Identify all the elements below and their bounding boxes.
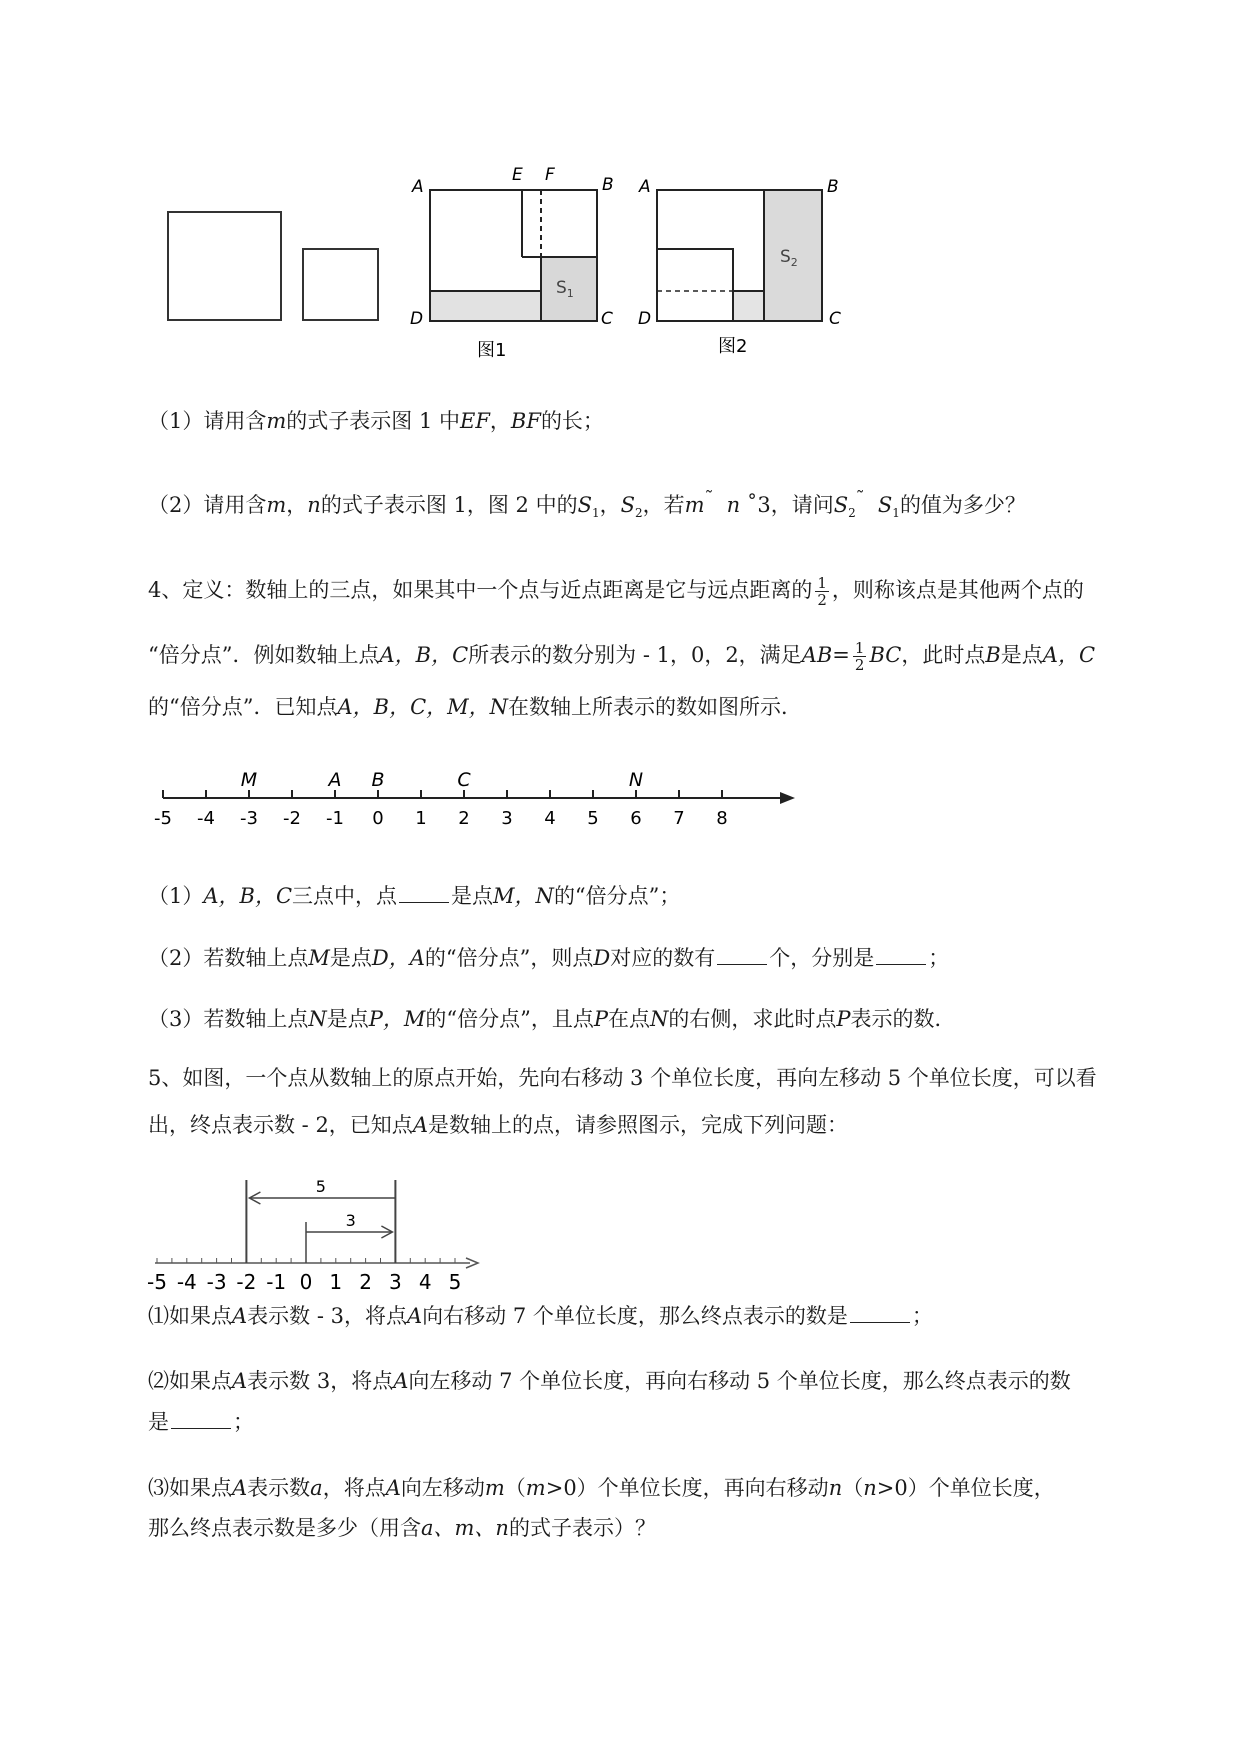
text: （1）请用含 bbox=[148, 409, 267, 433]
text: ⑴如果点 bbox=[148, 1304, 232, 1328]
arrow-3-label: 3 bbox=[345, 1211, 356, 1230]
fraction-half bbox=[815, 575, 829, 608]
tick-label: 5 bbox=[448, 1270, 462, 1294]
tick-label: 8 bbox=[716, 808, 728, 829]
q5-line1 bbox=[148, 1063, 1097, 1093]
text: ， bbox=[286, 493, 308, 517]
text: 是点 bbox=[1000, 643, 1043, 667]
points: M，N bbox=[493, 884, 554, 908]
text: 的“倍分点”．已知点 bbox=[148, 695, 338, 719]
text: “倍分点”．例如数轴上点 bbox=[148, 643, 380, 667]
text: ； bbox=[928, 946, 950, 970]
var-m: m bbox=[266, 493, 287, 517]
tick-label: 4 bbox=[544, 808, 556, 829]
text: ，若 bbox=[642, 493, 685, 517]
text: （ bbox=[842, 1476, 864, 1500]
text: （ bbox=[504, 1476, 526, 1500]
text: 的“倍分点”，且点 bbox=[425, 1007, 594, 1031]
points: P，M bbox=[368, 1007, 426, 1031]
tick-label: -5 bbox=[147, 1270, 167, 1294]
fraction-half bbox=[853, 640, 867, 673]
text: 是点 bbox=[326, 1007, 369, 1031]
tick-label: 1 bbox=[415, 808, 427, 829]
text: （2）若数轴上点 bbox=[148, 946, 309, 970]
text: 的值为多少？ bbox=[899, 493, 1026, 517]
points: A，C bbox=[1042, 643, 1096, 667]
points: A，B，C，M，N bbox=[337, 695, 509, 719]
text: 是点 bbox=[451, 884, 494, 908]
tick-label: 0 bbox=[372, 808, 384, 829]
fig2-label-S2: $S_2$ bbox=[780, 247, 798, 269]
point-label-M: M bbox=[240, 769, 258, 791]
var-B: B bbox=[985, 643, 1001, 667]
fig1-label-B: B bbox=[602, 175, 614, 195]
tick-label: 7 bbox=[673, 808, 685, 829]
number-line-q5 bbox=[0, 1170, 1241, 1294]
point-label-N: N bbox=[628, 769, 644, 791]
points: A，B，C bbox=[203, 884, 293, 908]
text: 出，终点表示数 - 2，已知点 bbox=[148, 1113, 413, 1137]
text: 三点中，点 bbox=[292, 884, 398, 908]
text: 的“倍分点”； bbox=[553, 884, 681, 908]
var-a: a bbox=[310, 1476, 323, 1500]
var-A: A bbox=[385, 1476, 401, 1500]
tilde-mark: ˜ bbox=[704, 489, 714, 509]
tick-label: -4 bbox=[176, 1270, 197, 1294]
tick-label: -3 bbox=[240, 808, 258, 829]
text: 对应的数有 bbox=[610, 946, 716, 970]
var-M: M bbox=[308, 946, 330, 970]
answer-blank[interactable] bbox=[171, 1406, 231, 1429]
answer-blank[interactable] bbox=[717, 942, 767, 965]
text: 4、定义：数轴上的三点，如果其中一个点与近点距离是它与远点距离的 bbox=[148, 578, 813, 602]
sub: 2 bbox=[635, 506, 643, 521]
sub: 1 bbox=[892, 506, 900, 521]
tick-label: -2 bbox=[283, 808, 301, 829]
q5-sub3-cont bbox=[148, 1513, 656, 1543]
var-EF: EF bbox=[460, 409, 490, 433]
q4-sub2 bbox=[148, 942, 949, 973]
tilde-mark: ˜ bbox=[855, 489, 865, 509]
var-A: A bbox=[232, 1304, 248, 1328]
tick-label: -1 bbox=[266, 1270, 287, 1294]
tick-label: 6 bbox=[630, 808, 642, 829]
figure-2 bbox=[638, 177, 841, 357]
q4-sub1 bbox=[148, 880, 680, 911]
tick-label: 2 bbox=[458, 808, 470, 829]
fig2-label-B: B bbox=[827, 177, 839, 197]
text: （2）请用含 bbox=[148, 493, 267, 517]
tick-label: -5 bbox=[154, 808, 172, 829]
var-P: P bbox=[836, 1007, 851, 1031]
tick-label: 2 bbox=[359, 1270, 372, 1294]
large-square bbox=[168, 212, 281, 320]
text: 所表示的数分别为 - 1，0，2，满足 bbox=[468, 643, 802, 667]
text: ， bbox=[599, 493, 621, 517]
point-label-C: C bbox=[457, 769, 471, 791]
var-A: A bbox=[406, 1304, 423, 1328]
var-A: A bbox=[232, 1369, 248, 1393]
text: 在数轴上所表示的数如图所示． bbox=[508, 695, 803, 719]
text: 是数轴上的点，请参照图示，完成下列问题： bbox=[427, 1113, 848, 1137]
text: ； bbox=[911, 1304, 933, 1328]
numerator: 1 bbox=[854, 639, 865, 657]
sub: 2 bbox=[848, 506, 856, 521]
text: 是点 bbox=[329, 946, 372, 970]
text: ，则称该点是其他两个点的 bbox=[831, 578, 1084, 602]
text: 向左移动 7 个单位长度，再向右移动 5 个单位长度，那么终点表示的数 bbox=[408, 1369, 1071, 1393]
var-A: A bbox=[232, 1476, 248, 1500]
text: 表示数 - 3，将点 bbox=[247, 1304, 407, 1328]
vars: a、m、n bbox=[421, 1516, 509, 1540]
q5-sub2-cont bbox=[148, 1406, 254, 1437]
var-S: S bbox=[833, 493, 849, 517]
text: ˚3 bbox=[746, 493, 771, 517]
denominator: 2 bbox=[817, 591, 827, 609]
fig1-label-F: F bbox=[545, 165, 555, 185]
var-N: N bbox=[308, 1007, 327, 1031]
sub: 1 bbox=[591, 506, 600, 521]
squares-figure bbox=[0, 0, 1241, 360]
var-N: N bbox=[650, 1007, 669, 1031]
var-A: A bbox=[393, 1369, 409, 1393]
text: （1） bbox=[148, 884, 204, 908]
var-n: n bbox=[726, 493, 741, 517]
text: 的长； bbox=[540, 409, 604, 433]
fig1-label-D: D bbox=[410, 309, 424, 329]
tick-label: 3 bbox=[501, 808, 513, 829]
var-BC: BC bbox=[869, 643, 902, 667]
text: ⑵如果点 bbox=[148, 1369, 232, 1393]
points: A，B，C bbox=[379, 643, 469, 667]
answer-blank[interactable] bbox=[876, 942, 926, 965]
var-S: S bbox=[577, 493, 592, 517]
q4-line3 bbox=[148, 692, 802, 722]
text: 向右移动 7 个单位长度，那么终点表示的数是 bbox=[422, 1304, 848, 1328]
tick-label: -4 bbox=[197, 808, 215, 829]
fig1-label-C: C bbox=[601, 309, 613, 329]
text: 表示数 bbox=[247, 1476, 311, 1500]
tick-label: -1 bbox=[326, 808, 344, 829]
text: >0）个单位长度，再向右移动 bbox=[545, 1476, 829, 1500]
q5-sub2 bbox=[148, 1366, 1071, 1396]
text: 向左移动 bbox=[400, 1476, 485, 1500]
text: ⑶如果点 bbox=[148, 1476, 232, 1500]
tick-label: -3 bbox=[206, 1270, 227, 1294]
text: = bbox=[832, 643, 850, 667]
text: 是 bbox=[148, 1410, 169, 1434]
q4-line1 bbox=[148, 575, 1084, 608]
text: 的式子表示图 1 中 bbox=[286, 409, 461, 433]
q3-part1 bbox=[148, 406, 604, 436]
var-m: m bbox=[525, 1476, 546, 1500]
var-D: D bbox=[593, 946, 611, 970]
tick-label: 1 bbox=[329, 1270, 343, 1294]
fig1-caption: 图1 bbox=[477, 340, 507, 361]
tick-label: 5 bbox=[587, 808, 599, 829]
tick-label: -2 bbox=[236, 1270, 257, 1294]
small-square bbox=[303, 249, 378, 320]
var-m: m bbox=[484, 1476, 505, 1500]
points: D，A bbox=[371, 946, 425, 970]
var-n: n bbox=[307, 493, 321, 517]
q4-line2 bbox=[148, 640, 1095, 673]
var-S: S bbox=[620, 493, 635, 517]
fig1-label-A: A bbox=[412, 177, 424, 197]
q5-sub1 bbox=[148, 1300, 933, 1331]
text: 5、如图，一个点从数轴上的原点开始，先向右移动 3 个单位长度，再向左移动 5 个单位长度，可以看 bbox=[148, 1066, 1097, 1090]
point-label-B: B bbox=[371, 769, 385, 791]
text: 在点 bbox=[608, 1007, 651, 1031]
q5-sub3 bbox=[148, 1473, 1055, 1503]
var-m: m bbox=[684, 493, 705, 517]
answer-blank[interactable] bbox=[850, 1300, 910, 1323]
var-n: n bbox=[863, 1476, 877, 1500]
q4-sub3 bbox=[148, 1004, 956, 1034]
tick-label: 0 bbox=[299, 1270, 313, 1294]
text: 的式子表示）？ bbox=[508, 1516, 656, 1540]
fig1-label-E: E bbox=[512, 165, 523, 185]
var-P: P bbox=[593, 1007, 609, 1031]
number-line-q4 bbox=[0, 762, 1241, 862]
text: 表示的数． bbox=[850, 1007, 956, 1031]
text: 的右侧，求此时点 bbox=[668, 1007, 837, 1031]
numerator: 1 bbox=[817, 574, 827, 592]
figure-1 bbox=[410, 165, 614, 361]
var-BF: BF bbox=[510, 409, 541, 433]
text: （3）若数轴上点 bbox=[148, 1007, 309, 1031]
text: ，此时点 bbox=[901, 643, 986, 667]
fig2-label-A: A bbox=[639, 177, 651, 197]
q5-line2 bbox=[148, 1110, 848, 1140]
tick-label: 3 bbox=[389, 1270, 402, 1294]
var-m: m bbox=[266, 409, 287, 433]
text: 的式子表示图 1，图 2 中的 bbox=[320, 493, 578, 517]
fig2-label-D: D bbox=[638, 309, 652, 329]
fig2-caption: 图2 bbox=[718, 336, 748, 357]
answer-blank[interactable] bbox=[399, 880, 449, 903]
text: 个，分别是 bbox=[769, 946, 875, 970]
text: ，将点 bbox=[322, 1476, 386, 1500]
var-AB: AB bbox=[801, 643, 833, 667]
text: 表示数 3，将点 bbox=[247, 1369, 394, 1393]
text: 的“倍分点”，则点 bbox=[424, 946, 594, 970]
denominator: 2 bbox=[854, 656, 865, 674]
q3-part2 bbox=[148, 484, 1026, 528]
axis-arrow bbox=[780, 792, 795, 804]
tick-label: 4 bbox=[418, 1270, 432, 1294]
fig2-label-C: C bbox=[829, 309, 841, 329]
text: 那么终点表示数是多少（用含 bbox=[148, 1516, 421, 1540]
text: ， bbox=[489, 409, 511, 433]
text: >0）个单位长度， bbox=[876, 1476, 1055, 1500]
arrow-5-label: 5 bbox=[315, 1177, 326, 1196]
var-n: n bbox=[828, 1476, 843, 1500]
fig1-label-S1: $S_1$ bbox=[556, 278, 574, 300]
text: ，请问 bbox=[770, 493, 834, 517]
var-S: S bbox=[877, 493, 893, 517]
var-A: A bbox=[412, 1113, 428, 1137]
point-label-A: A bbox=[328, 769, 342, 791]
text: ； bbox=[233, 1410, 254, 1434]
